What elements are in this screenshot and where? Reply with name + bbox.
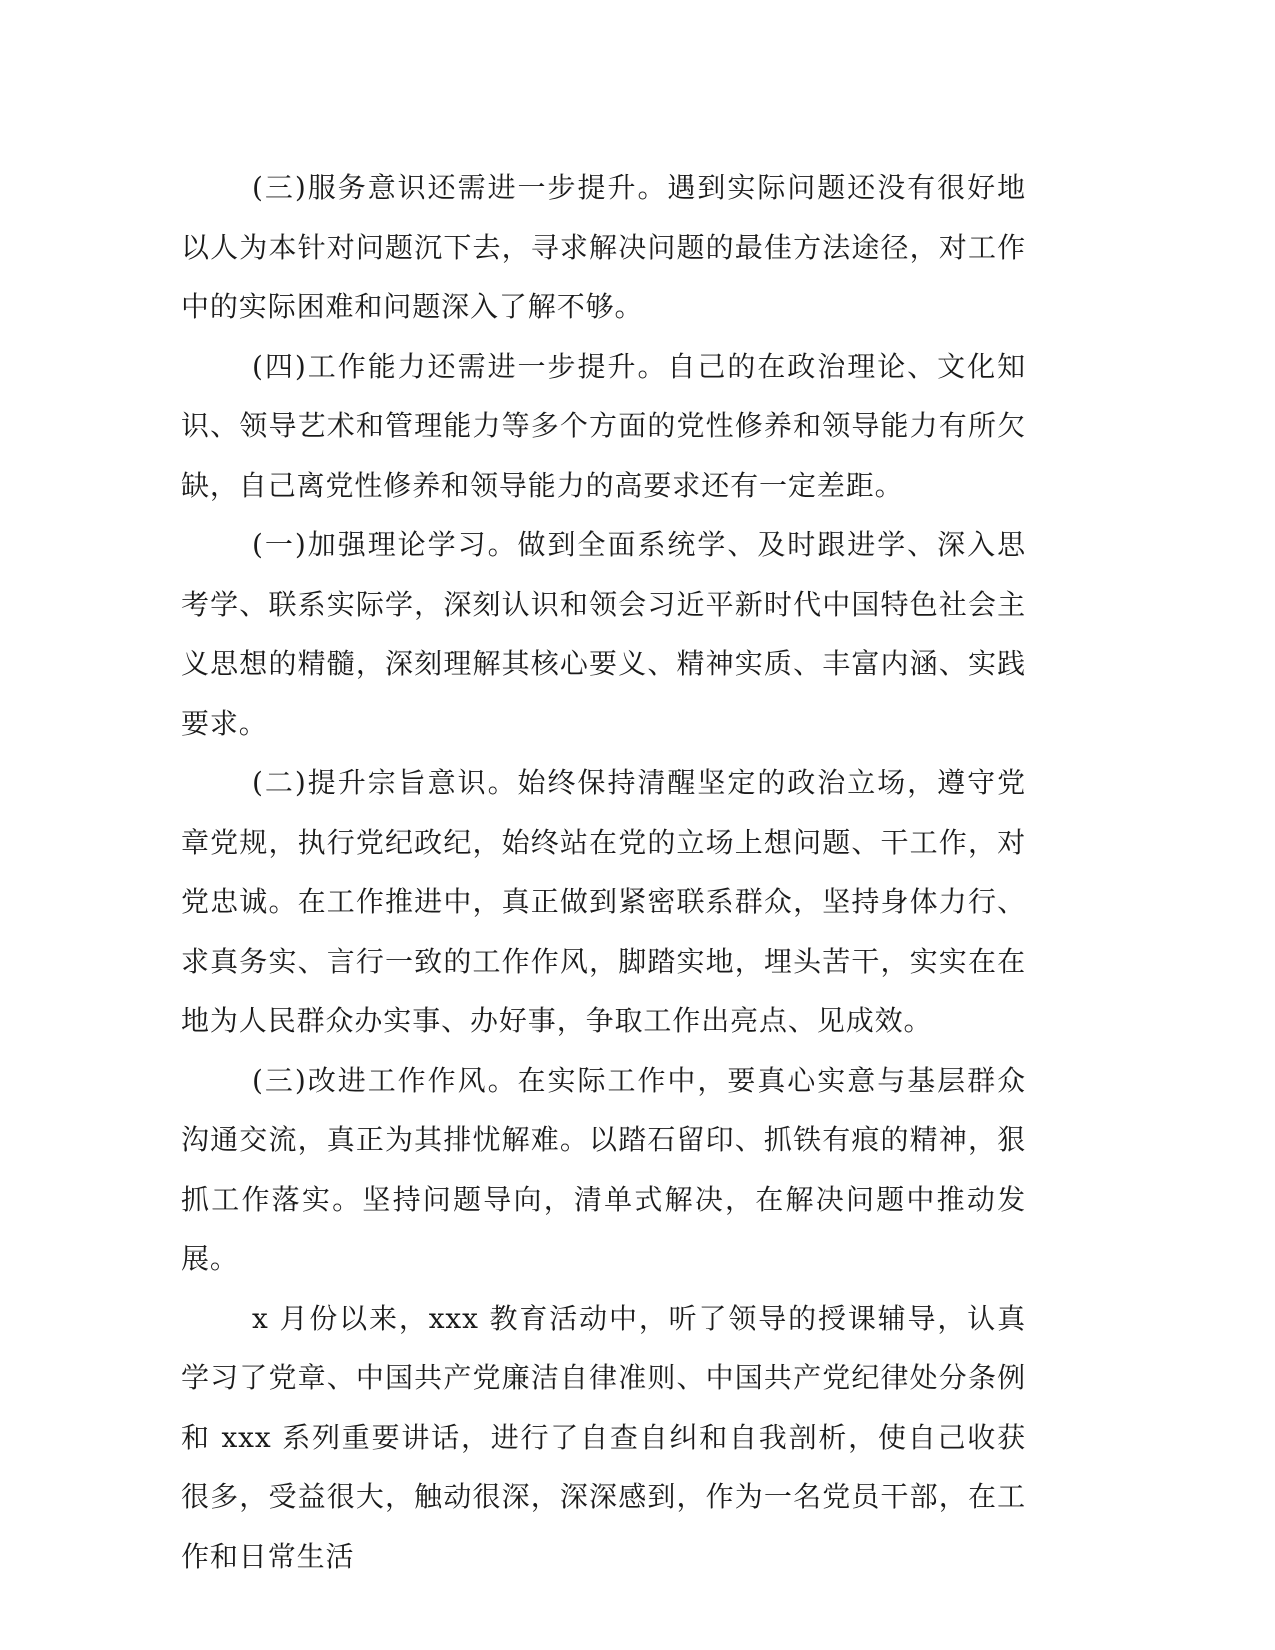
paragraph-since-month: x 月份以来，xxx 教育活动中，听了领导的授课辅导，认真学习了党章、中国共产党廉洁自律准则、中国共产党纪律处分条例和 xxx 系列重要讲话，进行了自查自纠和自我剖析，使自己收获很多，受益很大，触动很深，深深感到，作为一名党员干部，在工作和日常生活 <box>181 1301 1026 1573</box>
paragraph-work-style: (三)改进工作作风。在实际工作中，要真心实意与基层群众沟通交流，真正为其排忧解难。以踏石留印、抓铁有痕的精神，狠抓工作落实。坚持问题导向，清单式解决，在解决问题中推动发展。 <box>181 1063 1026 1275</box>
paragraph-theory-study: (一)加强理论学习。做到全面系统学、及时跟进学、深入思考学、联系实际学，深刻认识和领会习近平新时代中国特色社会主义思想的精髓，深刻理解其核心要义、精神实质、丰富内涵、实践要求。 <box>181 528 1026 740</box>
paragraph-service-awareness: (三)服务意识还需进一步提升。遇到实际问题还没有很好地以人为本针对问题沉下去，寻求解决问题的最佳方法途径，对工作中的实际困难和问题深入了解不够。 <box>181 171 1026 323</box>
document-body <box>181 158 1026 1586</box>
paragraph-work-ability: (四)工作能力还需进一步提升。自己的在政治理论、文化知识、领导艺术和管理能力等多个方面的党性修养和领导能力有所欠缺，自己离党性修养和领导能力的高要求还有一定差距。 <box>181 349 1026 502</box>
paragraph-purpose-awareness: (二)提升宗旨意识。始终保持清醒坚定的政治立场，遵守党章党规，执行党纪政纪，始终站在党的立场上想问题、干工作，对党忠诚。在工作推进中，真正做到紧密联系群众，坚持身体力行、求真务实、言行一致的工作作风，脚踏实地，埋头苦干，实实在在地为人民群众办实事、办好事，争取工作出亮点、见成效。 <box>181 766 1026 1037</box>
